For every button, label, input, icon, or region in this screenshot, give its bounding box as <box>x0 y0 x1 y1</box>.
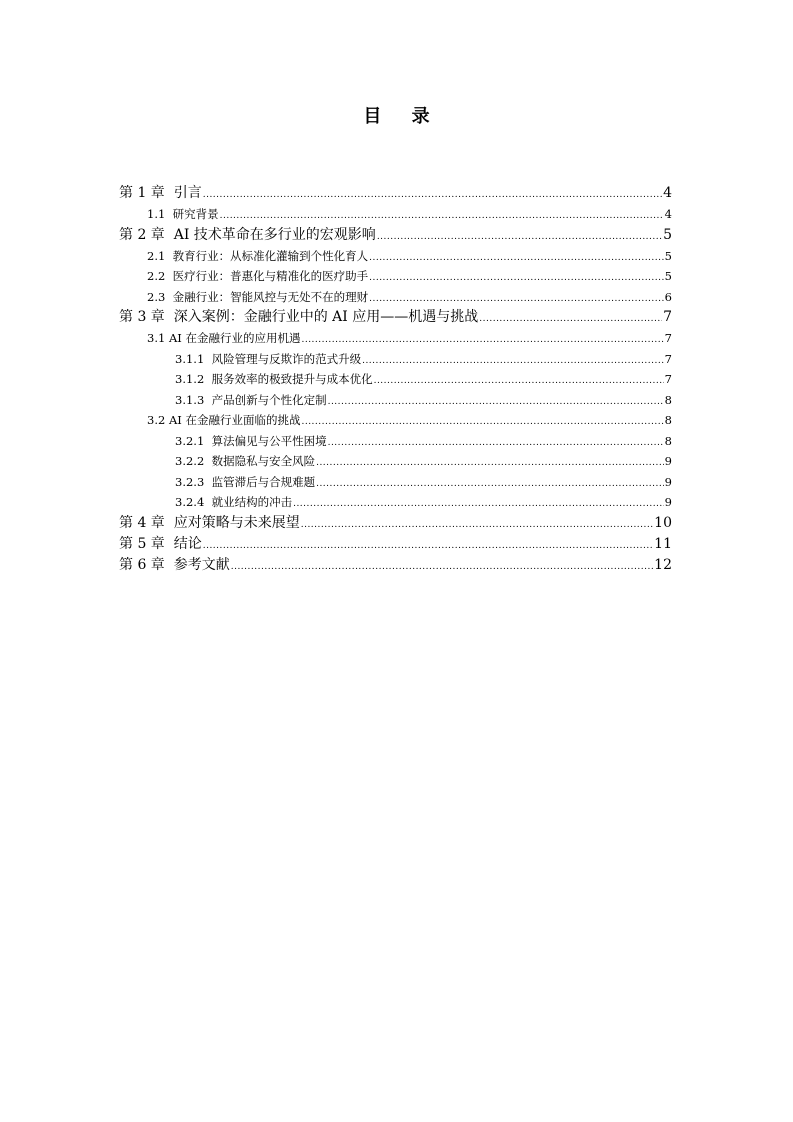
toc-entry-number: 3.2.1 <box>175 433 205 448</box>
toc-entry-number: 3.1.2 <box>175 372 205 386</box>
toc-entry-number: 第 4 章 <box>119 514 165 531</box>
toc-leader-dots <box>203 534 653 557</box>
toc-entry[interactable] <box>119 204 672 225</box>
toc-entry-gap <box>165 246 172 267</box>
toc-entry-gap <box>165 534 174 555</box>
toc-entry-number: 第 5 章 <box>119 535 165 552</box>
toc-entry-page: 9 <box>664 474 672 489</box>
toc-entry-page: 10 <box>654 514 672 531</box>
toc-entry-page: 7 <box>664 351 672 366</box>
toc-entry-number: 3.1 <box>147 331 166 345</box>
toc-entry[interactable] <box>119 307 672 328</box>
toc-entry-page: 7 <box>664 372 672 386</box>
toc-entry-title: 数据隐私与安全风险 <box>211 454 316 468</box>
toc-entry-page: 8 <box>664 392 672 407</box>
toc-leader-dots <box>374 369 664 392</box>
toc-entry[interactable] <box>119 451 672 472</box>
toc-entry-gap <box>165 183 174 204</box>
toc-entry-gap <box>204 349 211 370</box>
toc-entry-number: 1.1 <box>147 207 166 221</box>
toc-entry-page: 9 <box>664 454 672 468</box>
toc-entry-title: 结论 <box>173 535 202 552</box>
toc-entry[interactable] <box>119 183 672 204</box>
toc-leader-dots <box>231 555 653 578</box>
toc-entry-number: 3.1.1 <box>175 351 205 366</box>
toc-entry-title: 风险管理与反欺诈的范式升级 <box>211 351 362 366</box>
toc-leader-dots <box>316 451 664 474</box>
toc-entry-gap <box>165 555 174 576</box>
toc-entry-number: 2.2 <box>147 269 166 283</box>
toc-entry[interactable] <box>119 410 672 431</box>
toc-entry-number: 3.2 <box>147 413 166 427</box>
toc-leader-dots <box>328 390 664 413</box>
toc-entry[interactable] <box>119 328 672 349</box>
toc-entry[interactable] <box>119 534 672 555</box>
toc-entry-gap <box>165 204 172 225</box>
toc-entry-number: 3.2.4 <box>175 495 205 509</box>
toc-entry-title: AI 技术革命在多行业的宏观影响 <box>173 226 376 243</box>
toc-leader-dots <box>369 266 664 289</box>
toc-entry-page: 5 <box>663 226 672 243</box>
toc-entry-gap <box>204 472 211 493</box>
toc-entry-gap <box>165 266 172 287</box>
toc-entry-number: 第 3 章 <box>119 309 165 325</box>
toc-entry[interactable] <box>119 225 672 246</box>
toc-entry[interactable] <box>119 555 672 576</box>
toc-entry[interactable] <box>119 349 672 370</box>
toc-leader-dots <box>293 492 664 515</box>
toc-entry-title: AI 在金融行业的应用机遇 <box>168 331 301 345</box>
toc-entry[interactable] <box>119 246 672 267</box>
toc-leader-dots <box>377 225 662 248</box>
toc-entry-title: 监管滞后与合规难题 <box>211 474 316 489</box>
toc-entry-page: 4 <box>664 207 672 221</box>
toc-entry-number: 第 2 章 <box>119 226 165 243</box>
toc-entry-title: 教育行业：从标准化灌输到个性化育人 <box>172 248 369 263</box>
toc-entry-number: 第 1 章 <box>119 185 165 201</box>
toc-entry-number: 2.3 <box>147 289 166 304</box>
toc-entry-title: 医疗行业：普惠化与精准化的医疗助手 <box>172 269 369 283</box>
toc-leader-dots <box>203 183 662 206</box>
toc-entry-title: 应对策略与未来展望 <box>173 514 300 531</box>
toc-entry[interactable] <box>119 369 672 390</box>
toc-entry-gap <box>165 307 174 328</box>
toc-leader-dots <box>301 513 653 536</box>
toc-entry-number: 3.2.3 <box>175 474 205 489</box>
toc-entry-page: 4 <box>663 185 672 201</box>
toc-leader-dots <box>220 204 664 227</box>
toc-entry-title: 算法偏见与公平性困境 <box>211 433 327 448</box>
toc-leader-dots <box>301 410 663 433</box>
toc-entry-gap <box>204 390 211 411</box>
toc-entry-gap <box>165 225 174 246</box>
toc-entry[interactable] <box>119 492 672 513</box>
toc-entry-page: 7 <box>663 309 672 325</box>
toc-entry-page: 6 <box>664 289 672 304</box>
toc-entry-page: 5 <box>664 248 672 263</box>
toc-leader-dots <box>362 349 664 372</box>
toc-leader-dots <box>316 472 664 495</box>
toc-entry-page: 12 <box>654 556 672 573</box>
toc-entry-number: 第 6 章 <box>119 556 165 573</box>
toc-entry-page: 9 <box>664 495 672 509</box>
table-of-contents <box>119 183 672 576</box>
toc-entry-title: 深入案例：金融行业中的 AI 应用——机遇与挑战 <box>173 309 479 325</box>
toc-leader-dots <box>369 287 664 310</box>
toc-entry-page: 8 <box>664 433 672 448</box>
toc-entry-gap <box>204 431 211 452</box>
toc-entry[interactable] <box>119 472 672 493</box>
toc-entry-gap <box>204 492 211 513</box>
page-title: 目 录 <box>363 106 442 127</box>
toc-entry-number: 3.2.2 <box>175 454 205 468</box>
toc-entry-title: 产品创新与个性化定制 <box>211 392 327 407</box>
toc-entry-gap <box>204 451 211 472</box>
toc-leader-dots <box>301 328 663 351</box>
toc-entry[interactable] <box>119 287 672 308</box>
toc-entry[interactable] <box>119 390 672 411</box>
toc-entry[interactable] <box>119 266 672 287</box>
toc-entry-page: 7 <box>664 331 672 345</box>
toc-entry-title: AI 在金融行业面临的挑战 <box>168 413 301 427</box>
toc-entry-title: 服务效率的极致提升与成本优化 <box>211 372 373 386</box>
toc-entry-title: 引言 <box>173 185 202 201</box>
toc-entry-page: 11 <box>654 535 672 552</box>
toc-entry-title: 就业结构的冲击 <box>211 495 293 509</box>
toc-leader-dots <box>328 431 664 454</box>
toc-entry-title: 研究背景 <box>172 207 219 221</box>
toc-entry-page: 8 <box>664 413 672 427</box>
toc-entry-title: 金融行业：智能风控与无处不在的理财 <box>172 289 369 304</box>
toc-entry[interactable] <box>119 431 672 452</box>
toc-entry-page: 5 <box>664 269 672 283</box>
toc-leader-dots <box>479 307 662 330</box>
toc-entry-number: 3.1.3 <box>175 392 205 407</box>
toc-entry[interactable] <box>119 513 672 534</box>
toc-entry-gap <box>165 287 172 308</box>
toc-leader-dots <box>369 246 664 269</box>
toc-entry-title: 参考文献 <box>173 556 230 573</box>
toc-entry-gap <box>165 513 174 534</box>
toc-entry-gap <box>204 369 211 390</box>
toc-entry-number: 2.1 <box>147 248 166 263</box>
